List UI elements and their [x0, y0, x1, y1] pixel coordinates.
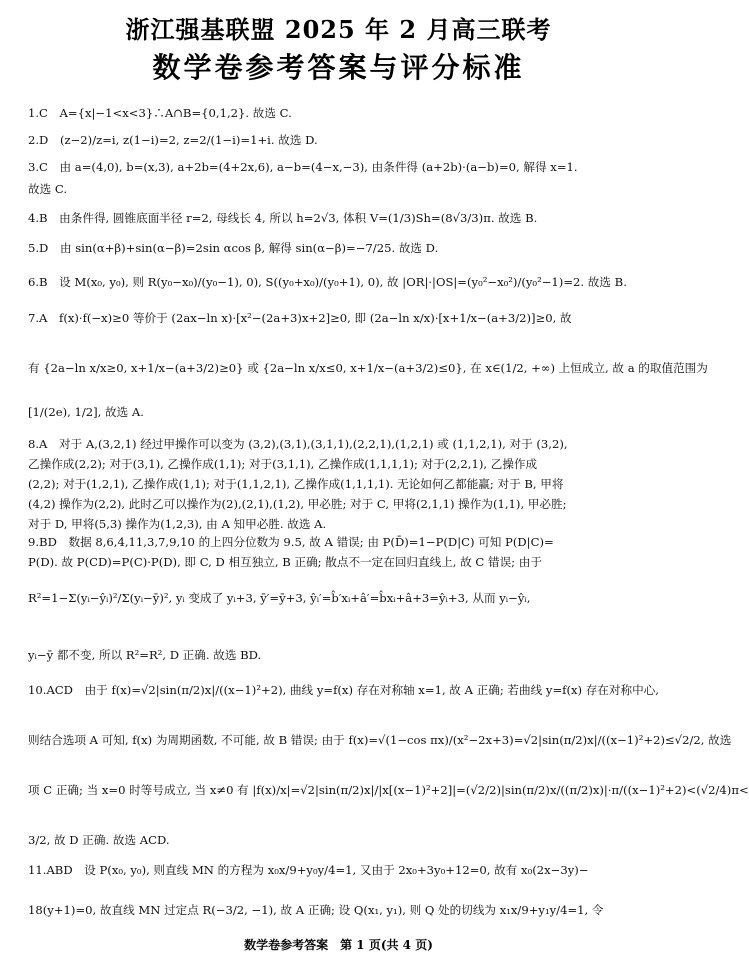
- answer-line: 8.A 对于 A,(3,2,1) 经过甲操作可以变为 (3,2),(3,1),(3,1,1),(2,2,1),(1,2,1) 或 (1,1,2,1), 对于 (3,2),: [28, 437, 568, 451]
- answer-line: 10.ACD 由于 f(x)=√2|sin(π/2)x|/((x−1)²+2), 曲线 y=f(x) 存在对称轴 x=1, 故 A 正确; 若曲线 y=f(x) 存在对称中心,: [28, 683, 659, 697]
- answer-line: 2.D (z−2)/z=i, z(1−i)=2, z=2/(1−i)=1+i. 故选 D.: [28, 133, 318, 147]
- exam-title: 浙江强基联盟 2025 年 2 月高三联考: [125, 15, 552, 44]
- answer-item-4: [28, 208, 652, 229]
- answer-line: 对于 D, 甲将(5,3) 操作为(1,2,3), 由 A 知甲必胜. 故选 A.: [28, 517, 327, 531]
- page-footer: 数学卷参考答案 第 1 页(共 4 页): [244, 938, 433, 952]
- answer-line: 有 {2a−ln x/x≥0, x+1/x−(a+3/2)≥0} 或 {2a−ln x/x≤0, x+1/x−(a+3/2)≤0}, 在 x∈(1/2, +∞) 上恒成立, 故 a 的取值范围为: [28, 361, 708, 375]
- answer-line: 1.C A={x|−1<x<3}∴A∩B={0,1,2}. 故选 C.: [28, 106, 292, 120]
- answer-line: [1/(2e), 1/2], 故选 A.: [28, 405, 144, 419]
- answer-line: 3/2, 故 D 正确. 故选 ACD.: [28, 833, 170, 847]
- answer-item-6: [28, 272, 652, 293]
- answer-line: P(D). 故 P(CD)=P(C)·P(D), 即 C, D 相互独立, B 正确; 散点不一定在回归直线上, 故 C 错误; 由于: [28, 555, 542, 569]
- answer-line: 5.D 由 sin(α+β)+sin(α−β)=2sin αcos β, 解得 sin(α−β)=−7/25. 故选 D.: [28, 241, 439, 255]
- answer-item-2: [28, 130, 652, 151]
- answer-line: 项 C 正确; 当 x=0 时等号成立, 当 x≠0 有 |f(x)/x|=√2|sin(π/2)x|/|x[(x−1)²+2]|=(√2/2)|sin(π/2)x/((π/2)x)|·π/((x−1)²+2)<(√2/4)π<: [28, 783, 749, 797]
- answer-line: 9.BD 数据 8,6,4,11,3,7,9,10 的上四分位数为 9.5, 故 A 错误; 由 P(D̄)=1−P(D|C) 可知 P(D|C)=: [28, 535, 554, 549]
- answer-line: 故选 C.: [28, 182, 68, 196]
- answer-line: 7.A f(x)·f(−x)≥0 等价于 (2ax−ln x)·[x²−(2a+3)x+2]≥0, 即 (2a−ln x/x)·[x+1/x−(a+3/2)]≥0, 故: [28, 311, 572, 325]
- answer-line: (4,2) 操作为(2,2), 此时乙可以操作为(2),(2,1),(1,2), 甲必胜; 对于 C, 甲将(2,1,1) 操作为(1,1), 甲必胜;: [28, 497, 567, 511]
- answer-line: 则结合选项 A 可知, f(x) 为周期函数, 不可能, 故 B 错误; 由于 f(x)=√(1−cos πx)/(x²−2x+3)=√2|sin(π/2)x|/((x−1)²+2)≤√2/2, 故选: [28, 733, 732, 747]
- answer-line: 乙操作成(2,2); 对于(3,1), 乙操作成(1,1); 对于(3,1,1), 乙操作成(1,1,1,1); 对于(2,2,1), 乙操作成: [28, 457, 538, 471]
- answer-line: 11.ABD 设 P(x₀, y₀), 则直线 MN 的方程为 x₀x/9+y₀y/4=1, 又由于 2x₀+3y₀+12=0, 故有 x₀(2x−3y)−: [28, 863, 589, 877]
- document-subtitle: 数学卷参考答案与评分标准: [152, 51, 525, 84]
- answer-line: (2,2); 对于(1,2,1), 乙操作成(1,1); 对于(1,1,2,1), 乙操作成(1,1,1,1). 无论如何乙都能赢; 对于 B, 甲将: [28, 477, 564, 491]
- answer-line: yᵢ−ȳ 都不变, 所以 R²=R², D 正确. 故选 BD.: [28, 648, 262, 662]
- answer-item-5: [28, 238, 652, 259]
- answer-item-1: [28, 103, 652, 124]
- answer-line: R²=1−Σ(yᵢ−ŷᵢ)²/Σ(yᵢ−ȳ)², yᵢ 变成了 yᵢ+3, ȳ′=ȳ+3, ŷᵢ′=b̂′xᵢ+â′=b̂xᵢ+â+3=ŷᵢ+3, 从而 yᵢ−ŷᵢ,: [28, 591, 531, 605]
- answer-line: 4.B 由条件得, 圆锥底面半径 r=2, 母线长 4, 所以 h=2√3, 体积 V=(1/3)Sh=(8√3/3)π. 故选 B.: [28, 211, 538, 225]
- answer-line: 18(y+1)=0, 故直线 MN 过定点 R(−3/2, −1), 故 A 正确; 设 Q(x₁, y₁), 则 Q 处的切线为 x₁x/9+y₁y/4=1, 令: [28, 903, 604, 917]
- answer-line: 3.C 由 a=(4,0), b=(x,3), a+2b=(4+2x,6), a−b=(4−x,−3), 由条件得 (a+2b)·(a−b)=0, 解得 x=1.: [28, 160, 578, 174]
- answer-line: 6.B 设 M(x₀, y₀), 则 R(y₀−x₀)/(y₀−1), 0), S((y₀+x₀)/(y₀+1), 0), 故 |OR|·|OS|=(y₀²−x₀²)/(y₀²−1)=2. 故选 B.: [28, 275, 627, 289]
